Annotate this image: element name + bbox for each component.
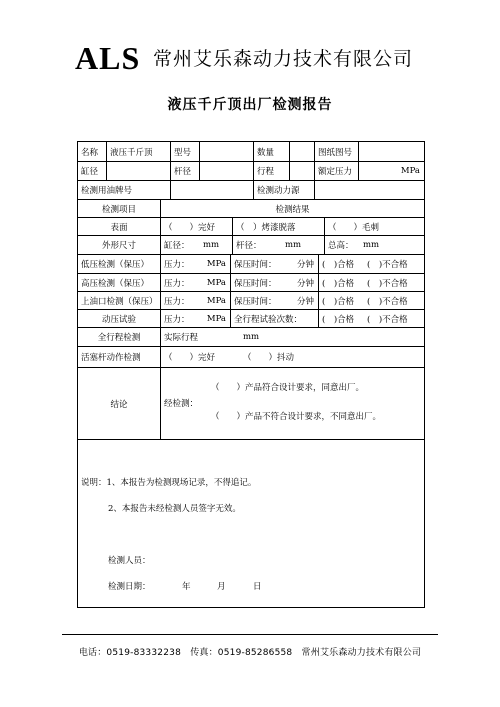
field-high-result[interactable] [318, 274, 424, 291]
high-fail[interactable]: ( )不合格 [367, 278, 408, 289]
dynamic-pass[interactable]: ( )合格 [322, 314, 355, 325]
field-outline-rod[interactable] [232, 236, 324, 254]
inspector-signature[interactable] [158, 550, 258, 564]
field-stroke[interactable] [289, 162, 314, 180]
row-surface [78, 218, 424, 236]
field-total-height[interactable] [324, 236, 424, 254]
label-rod: 杆径 [170, 162, 199, 180]
notes-area [78, 440, 424, 607]
field-high-pressure[interactable] [160, 274, 230, 291]
conclusion-inspected-label: 经检测： [164, 399, 199, 409]
label-name: 名称 [81, 147, 99, 158]
field-oil-grade[interactable] [170, 181, 253, 199]
high-hold-time-label: 保压时间： [234, 278, 277, 289]
high-pressure-label: 压力： [164, 278, 190, 289]
inspection-date-label: 检测日期： [108, 582, 151, 592]
label-power-source: 检测动力源 [253, 181, 314, 199]
port-pass[interactable]: ( )合格 [322, 296, 355, 307]
company-name: 常州艾乐森动力技术有限公司 [153, 48, 414, 70]
value-name[interactable]: 液压千斤顶 [106, 142, 170, 161]
high-pass[interactable]: ( )合格 [322, 278, 355, 289]
high-hold-time-unit: 分钟 [296, 278, 314, 289]
label-oil-port: 上油口检测（保压） [81, 296, 158, 307]
low-hold-time-unit: 分钟 [296, 260, 314, 270]
row-dimensions [78, 162, 424, 181]
field-power-source[interactable] [314, 181, 424, 199]
row-low-pressure [78, 255, 424, 274]
field-port-result[interactable] [318, 292, 424, 309]
port-pressure-unit: MPa [206, 295, 226, 306]
label-dynamic-test: 动压试验 [101, 314, 136, 325]
label-oil-grade: 检测用油牌号 [81, 186, 133, 196]
note-1: 说明：1、本报告为检测现场记录，不得追记。 [81, 478, 257, 488]
total-height-unit: mm [363, 240, 380, 250]
field-outline-bore[interactable] [160, 236, 232, 254]
header-item: 检测项目 [101, 204, 136, 215]
low-fail[interactable]: ( )不合格 [367, 260, 408, 270]
inspection-form [77, 141, 425, 608]
date-day: 日 [253, 582, 262, 592]
label-bore: 缸径 [81, 167, 99, 177]
port-pressure-label: 压力： [164, 296, 190, 307]
field-low-result[interactable] [318, 255, 424, 273]
label-rated-pressure: 额定压力 [314, 162, 358, 180]
report-title: 液压千斤顶出厂检测报告 [167, 97, 333, 113]
actual-stroke-label: 实际行程 [164, 333, 199, 343]
high-pressure-unit: MPa [206, 277, 226, 288]
option-rod-intact[interactable]: （ ）完好 [164, 353, 216, 363]
label-conclusion: 结论 [110, 399, 128, 410]
label-low-pressure: 低压检测（保压） [81, 260, 150, 270]
option-reject[interactable]: （ ）产品不符合设计要求，不同意出厂。 [211, 412, 382, 422]
low-pass[interactable]: ( )合格 [322, 260, 355, 270]
row-outline-size [78, 236, 424, 255]
outline-rod-unit: mm [285, 240, 302, 250]
field-bore[interactable] [106, 162, 170, 180]
label-model: 型号 [170, 142, 199, 161]
row-conclusion [78, 368, 424, 440]
label-drawing-no: 图纸图号 [314, 142, 358, 161]
field-low-hold-time[interactable] [230, 255, 318, 273]
row-oil-port [78, 292, 424, 310]
outline-rod-label: 杆径： [236, 241, 262, 251]
dynamic-pressure-label: 压力： [164, 314, 190, 325]
date-year: 年 [182, 582, 191, 592]
footer-contact: 电话：0519-83332238 传真：0519-85286558 常州艾乐森动力技术有限公司 [78, 648, 422, 658]
label-outline-size: 外形尺寸 [101, 241, 136, 251]
label-quantity: 数量 [253, 142, 289, 161]
actual-stroke-unit: mm [243, 332, 260, 342]
field-rod[interactable] [199, 162, 253, 180]
port-hold-time-label: 保压时间： [234, 296, 277, 307]
dynamic-fail[interactable]: ( )不合格 [367, 314, 408, 325]
low-hold-time-label: 保压时间： [234, 260, 277, 270]
label-high-pressure: 高压检测（保压） [81, 278, 150, 289]
field-port-hold-time[interactable] [230, 292, 318, 309]
total-height-label: 总高： [328, 241, 354, 251]
field-rated-pressure[interactable]: MPa [358, 162, 424, 180]
field-actual-stroke[interactable] [160, 328, 424, 346]
label-full-stroke: 全行程检测 [97, 333, 141, 343]
company-logo: ALS [75, 40, 141, 76]
dynamic-pressure-unit: MPa [206, 313, 226, 324]
port-hold-time-unit: 分钟 [296, 296, 314, 307]
row-high-pressure [78, 274, 424, 292]
row-oil-power [78, 181, 424, 200]
label-stroke: 行程 [253, 162, 289, 180]
field-conclusion[interactable] [160, 368, 424, 439]
field-port-pressure[interactable] [160, 292, 230, 309]
field-dynamic-pressure[interactable] [160, 310, 230, 327]
option-approve[interactable]: （ ）产品符合设计要求，同意出厂。 [211, 383, 365, 393]
field-quantity[interactable] [289, 142, 314, 161]
field-piston-rod[interactable] [160, 347, 424, 367]
label-piston-rod: 活塞杆动作检测 [81, 353, 141, 363]
option-burr[interactable]: （ ）毛刺 [324, 218, 424, 235]
letterhead [75, 40, 435, 80]
field-low-pressure[interactable] [160, 255, 230, 273]
low-pressure-unit: MPa [206, 259, 226, 269]
row-section-header [78, 200, 424, 218]
date-month: 月 [217, 582, 226, 592]
row-full-stroke [78, 328, 424, 347]
outline-bore-unit: mm [203, 240, 220, 250]
outline-bore-label: 缸径： [164, 241, 190, 251]
field-full-stroke-count[interactable]: 全行程试验次数： [230, 310, 318, 327]
header-result: 检测结果 [160, 200, 424, 217]
option-paint-peeling[interactable]: （ ）烤漆脱落 [232, 218, 324, 235]
row-dynamic-test [78, 310, 424, 328]
option-intact[interactable]: （ ）完好 [160, 218, 232, 235]
label-surface: 表面 [110, 222, 128, 233]
row-piston-rod [78, 347, 424, 368]
option-rod-shaking[interactable]: （ ）抖动 [243, 353, 295, 363]
low-pressure-label: 压力： [164, 260, 190, 270]
note-2: 2、本报告未经检测人员签字无效。 [108, 504, 241, 514]
row-basic-info [78, 142, 424, 162]
field-dynamic-result[interactable] [318, 310, 424, 327]
inspector-label: 检测人员： [108, 556, 151, 566]
port-fail[interactable]: ( )不合格 [367, 296, 408, 307]
field-high-hold-time[interactable] [230, 274, 318, 291]
footer-divider [62, 634, 438, 635]
field-drawing-no[interactable] [358, 142, 424, 161]
field-model[interactable] [199, 142, 253, 161]
